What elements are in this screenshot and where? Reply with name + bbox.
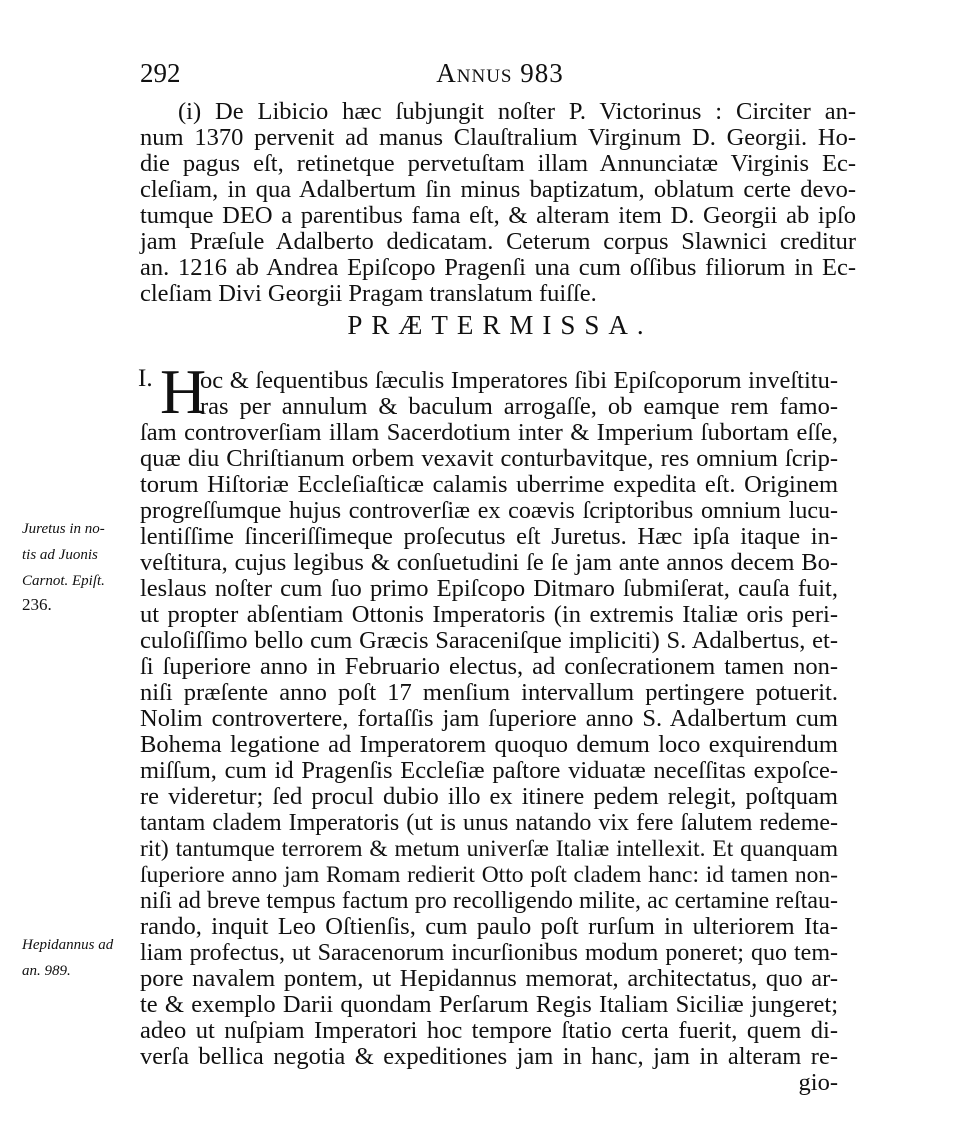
- page-header: [140, 58, 860, 92]
- page-number: 292: [140, 58, 181, 88]
- body-line: lentiſſime ſinceriſſimeque proſecutus eſt Juretus. Hæc ipſa itaque in-: [140, 523, 838, 550]
- body-line: rit) tantumque terrorem & metum univerſæ Italiæ intellexit. Et quanquam: [140, 836, 838, 862]
- footnote-line: jam Præſule Adalberto dedicatam. Ceterum corpus Slawnici creditur: [140, 228, 856, 255]
- footnote-line: num 1370 pervenit ad manus Clauſtralium Virginum D. Georgii. Ho-: [140, 124, 856, 151]
- body-line: veſtitura, cujus legibus & conſuetudini ſe ſe jam ante annos decem Bo-: [140, 549, 838, 576]
- body-line: re videretur; ſed procul dubio illo ex itinere pedem relegit, poſtquam: [140, 783, 838, 810]
- footnote-line: die pagus eſt, retinetque pervetuſtam illam Annunciatæ Virginis Ec-: [140, 150, 856, 177]
- body-line: oc & ſequentibus ſæculis Imperatores ſibi Epiſcoporum inveſtitu-: [200, 367, 838, 394]
- body-line: rando, inquit Leo Oſtienſis, cum paulo poſt rurſum in ulteriorem Ita-: [140, 913, 838, 940]
- margin-note-line: Carnot. Epiſt.: [22, 573, 105, 589]
- body-line: culoſiſſimo bello cum Græcis Saraceniſque impliciti) S. Adalbertus, et-: [140, 627, 838, 654]
- body-line: verſa bellica negotia & expeditiones jam in hanc, jam in alteram re-: [140, 1043, 838, 1070]
- running-title: Annus 983: [436, 58, 564, 88]
- body-line: tantam cladem Imperatoris (ut is unus natando vix fere ſalutem redeme-: [140, 810, 838, 836]
- body-line: ras per annulum & baculum arrogaſſe, ob eamque rem famo-: [200, 393, 838, 420]
- body-line: niſi ad breve tempus factum pro recolligendo milite, ac certamine reſtau-: [140, 888, 838, 914]
- body-line: adeo ut nuſpiam Imperatori hoc tempore ſtatio certa fuerit, quem di-: [140, 1017, 838, 1044]
- body-line: niſi præſente anno poſt 17 menſium intervallum pertingere potuerit.: [140, 679, 838, 706]
- drop-cap: H: [160, 356, 207, 427]
- body-line: ut propter abſentiam Ottonis Imperatoris (in extremis Italiæ oris peri-: [140, 601, 838, 628]
- section-number: I.: [138, 365, 153, 392]
- body-line: ſam controverſiam illam Sacerdotium inter & Imperium ſubortam eſſe,: [140, 419, 838, 446]
- footnote-line: tumque DEO a parentibus fama eſt, & alteram item D. Georgii ab ipſo: [140, 202, 856, 229]
- body-line: leslaus noſter cum ſuo primo Epiſcopo Ditmaro ſubmiſerat, cauſa fuit,: [140, 575, 838, 602]
- body-line: Nolim controvertere, fortaſſis jam ſuperiore anno S. Adalbertum cum: [140, 705, 838, 732]
- body-line: ſuperiore anno jam Romam redierit Otto poſt cladem hanc: id tamen non-: [140, 862, 838, 888]
- body-line: ſi ſuperiore anno in Februario electus, ad conſecrationem tamen non-: [140, 653, 838, 680]
- body-line: Bohema legatione ad Imperatorem quoquo demum loco exquirendum: [140, 731, 838, 758]
- body-line: te & exemplo Darii quondam Perſarum Regis Italiam Siciliæ jungeret;: [140, 991, 838, 1018]
- margin-note-line: tis ad Juonis: [22, 547, 98, 563]
- margin-note-line: Hepidannus ad: [22, 937, 114, 953]
- margin-note-line: an. 989.: [22, 963, 71, 979]
- body-line: progreſſumque hujus controverſiæ ex coævis ſcriptoribus omnium lucu-: [140, 498, 838, 524]
- margin-note-line: Juretus in no-: [22, 521, 105, 537]
- body-line: miſſum, cum id Pragenſis Eccleſiæ paſtore viduatæ neceſſitas expoſce-: [140, 757, 838, 784]
- footnote-line: cleſiam, in qua Adalbertum ſin minus baptizatum, oblatum certe devo-: [140, 176, 856, 203]
- footnote-line: cleſiam Divi Georgii Pragam translatum fuiſſe.: [140, 280, 597, 307]
- section-title: PRÆTERMISSA.: [347, 310, 653, 340]
- margin-note-line: 236.: [22, 595, 52, 614]
- body-line: quæ diu Chriſtianum orbem vexavit conturbavitque, res omnium ſcrip-: [140, 445, 838, 472]
- footnote-line: (i) De Libicio hæc ſubjungit noſter P. Victorinus : Circiter an-: [178, 98, 856, 125]
- body-line: torum Hiſtoriæ Eccleſiaſticæ calamis uberrime expedita eſt. Originem: [140, 471, 838, 498]
- footnote-line: an. 1216 ab Andrea Epiſcopo Pragenſi una cum oſſibus filiorum in Ec-: [140, 254, 856, 281]
- catchword: gio-: [798, 1069, 838, 1096]
- body-line: pore navalem pontem, ut Hepidannus memorat, architectatus, quo ar-: [140, 965, 838, 992]
- body-line: liam profectus, ut Saracenorum incurſionibus modum poneret; quo tem-: [140, 940, 838, 966]
